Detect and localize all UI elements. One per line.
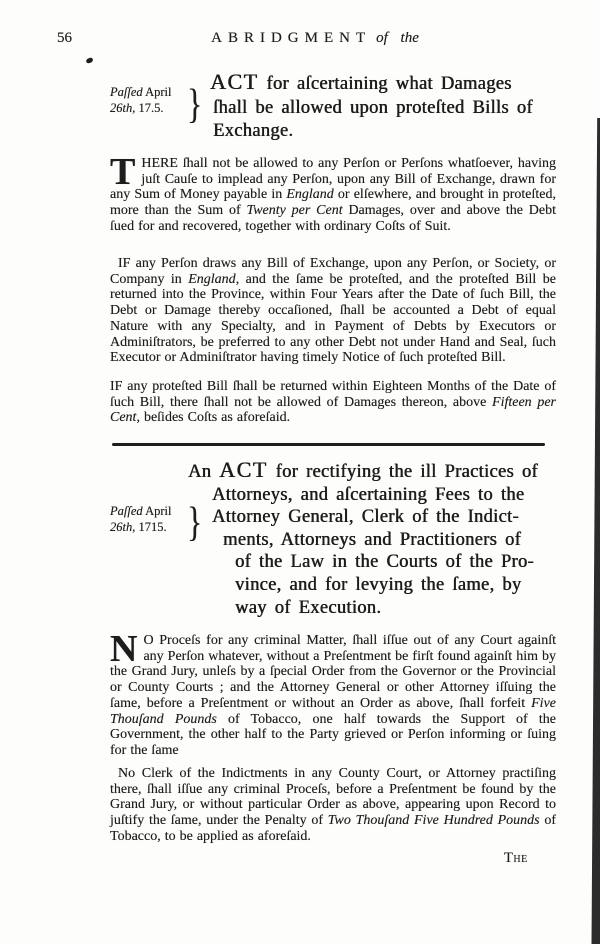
section-divider [112,443,545,446]
margin-note-line: Paſſed April [110,85,172,99]
page-number: 56 [57,30,72,46]
paragraph-text: No Clerk of the Indictments in any County Court, or Attorney practiſing there, ſhall iſſue any criminal Proceſs, before a Preſentment be found by the Grand Jury, or without particular Order as above, appearing upon Record to juſtify the ſame, under the Penalty of Two Thouſand Five Hundred Pounds of Tobacco, to be applied as aforeſaid. [110,766,556,844]
paragraph-text: IF any Perſon draws any Bill of Exchange, upon any Perſon, or Society, or Company in England, and the ſame be proteſted, and the proteſted Bill be returned into the Province, within Four Years after the Date of ſuch Bill, the Debt or Damage thereby occaſioned, ſhall be accounted a Debt of equal Nature with any Specialty, and in Payment of Debts by Executors or Adminiſtrators, be preferred to any other Debt not under Hand and Seal, ſuch Executor or Adminiſtrator having timely Notice of ſuch proteſted Bill. [110,256,556,366]
act1-paragraph-3 [110,379,556,426]
act2-title-line: vince, and for levying the ſame, by [235,574,522,595]
act1-title [210,70,560,144]
margin-note-line: 26th, 1715. [110,519,167,534]
act1-paragraph-2 [110,256,556,366]
catchword: The [504,850,528,866]
margin-brace: } [187,498,203,545]
margin-note-line: Paſſed April [110,504,172,518]
act1-title-line: ACT for aſcertaining what Damages [210,69,512,94]
running-title: ABRIDGMENT of the [211,30,419,46]
act2-title-line: Attorney General, Clerk of the Indict- [212,507,519,528]
act1-title-line: ſhall be allowed upon proteſted Bills of [213,97,533,118]
act1-passed-date-note [110,85,190,116]
act2-title [188,459,563,619]
drop-cap: N [110,628,138,670]
act1-paragraph-1 [110,151,557,235]
act2-title-line: Attorneys, and aſcertaining Fees to the [212,484,525,505]
drop-cap: T [110,151,136,193]
paragraph-text: O Proceſs for any criminal Matter, ſhall iſſue out of any Court againſt any Perſon whatever, without a Preſentment be firſt found againſt him by the Grand Jury, unleſs by a ſpecial Order from the Governor or the Provincial or County Courts ; and the Attorney General or other Attorney iſſuing the ſame, before a Preſentment or without an Order as above, ſhall forfeit Five Thouſand Pounds of Tobacco, one half towards the Support of the Government, the other half to the Party grieved or Perſon informing or ſuing for the ſame [110,633,556,758]
act2-paragraph-2 [110,766,556,845]
act2-passed-date-note [110,504,190,535]
act1-title-line: Exchange. [213,121,294,141]
act2-paragraph-1 [110,628,556,759]
act2-title-line: An ACT for rectifying the ill Practices of [188,457,538,482]
ink-spot-mark [85,57,93,64]
scan-gutter-shadow [590,118,600,944]
act2-title-line: of the Law in the Courts of the Pro- [235,552,534,573]
act2-title-line: way of Execution. [235,597,382,618]
paragraph-text: HERE ſhall not be allowed to any Perſon or Perſons whatſoever, having juſt Cauſe to implead any Perſon, upon any Bill of Exchange, drawn for any Sum of Money payable in England or elſewhere, and brought in proteſted, more than the Sum of Twenty per Cent Damages, over and above the Debt ſued for and recovered, together with ordinary Coſts of Suit. [110,156,557,234]
margin-note-line: 26th, 17.5. [110,100,164,115]
act2-title-line: ments, Attorneys and Practitioners of [223,529,521,550]
margin-brace: } [187,80,203,127]
paragraph-text: IF any proteſted Bill ſhall be returned within Eighteen Months of the Date of ſuch Bill, there ſhall not be allowed of Damages thereon, above Fifteen per Cent, beſides Coſts as aforeſaid. [110,379,557,426]
